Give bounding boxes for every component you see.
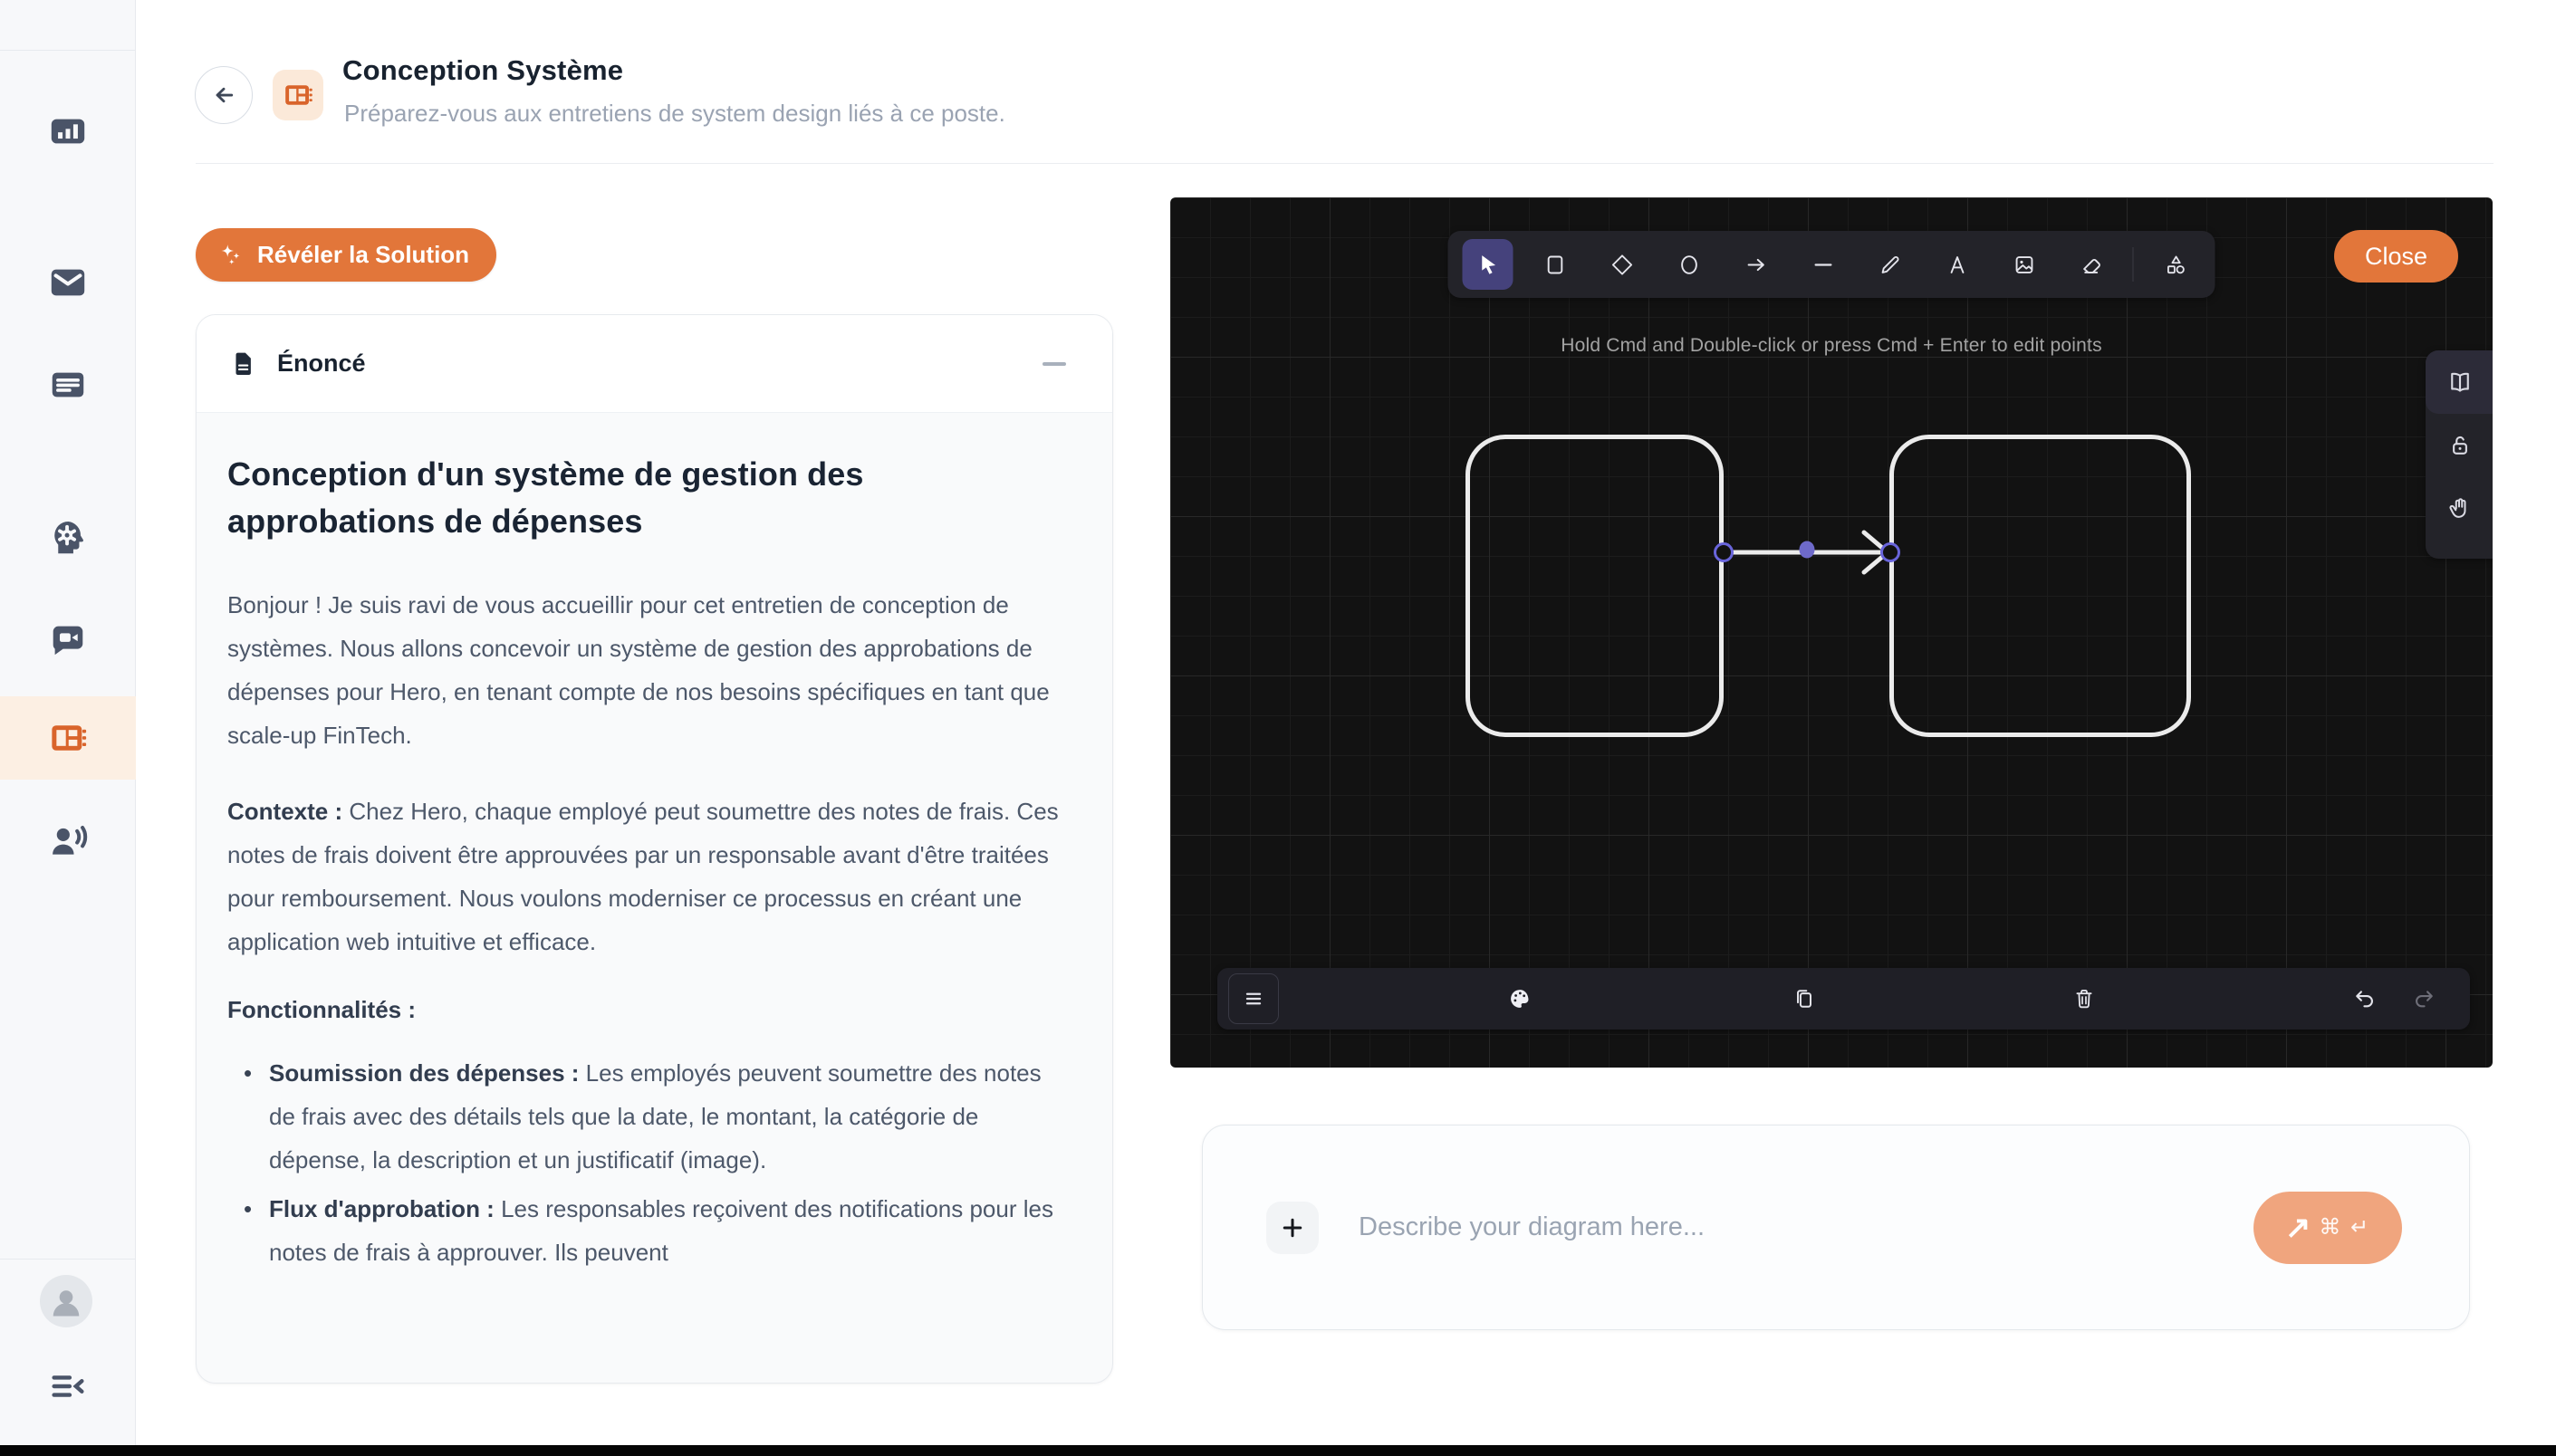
head-gear-icon: [47, 517, 89, 559]
shapes-icon: [2163, 253, 2187, 277]
tool-diamond[interactable]: [1597, 239, 1648, 290]
person-speaking-icon: [47, 820, 89, 862]
bullet-text: Les responsables reçoivent des notifications pour les notes de frais à approuver. Ils peuvent: [269, 1195, 1053, 1266]
tool-ellipse[interactable]: [1664, 239, 1715, 290]
context-text: Chez Hero, chaque employé peut soumettre des notes de frais. Ces notes de frais doivent être approuvées par un responsable avant d'être traitées pour remboursement. Nous voulons moderniser ce processus en créant une application web intuitive et efficace.: [227, 798, 1059, 955]
bullet-label: Flux d'approbation :: [269, 1195, 495, 1222]
sidebar-item-mail[interactable]: [0, 241, 136, 324]
diagram-prompt-input[interactable]: [1359, 1212, 2214, 1242]
send-prompt-button[interactable]: [2253, 1192, 2402, 1264]
tool-image[interactable]: [1999, 239, 2050, 290]
window-bottom-edge: [0, 1445, 2556, 1456]
diagram-canvas[interactable]: [1170, 197, 2493, 1068]
page-subtitle: Préparez-vous aux entretiens de system design liés à ce poste.: [344, 100, 1005, 127]
module-icon-badge: [273, 70, 323, 120]
sidebar-item-speaking-practice[interactable]: [0, 800, 136, 883]
sidebar-item-video-interview[interactable]: [0, 599, 136, 682]
video-chat-icon: [47, 619, 89, 661]
sidebar: [0, 0, 136, 1445]
unlock-icon: [2446, 432, 2474, 459]
tool-line[interactable]: [1798, 239, 1849, 290]
redo-icon: [2411, 986, 2436, 1011]
diagram-node-left[interactable]: [1465, 435, 1724, 737]
statement-heading: Conception d'un système de gestion des approbations de dépenses: [227, 455, 864, 540]
document-lines-icon: [47, 364, 89, 406]
context-label: Contexte :: [227, 798, 343, 825]
diamond-icon: [1610, 253, 1634, 277]
line-icon: [1811, 253, 1835, 277]
lock-button[interactable]: [2426, 414, 2493, 477]
delete-button[interactable]: [2059, 973, 2109, 1024]
sidebar-logo-area: [0, 0, 135, 51]
avatar[interactable]: [40, 1275, 92, 1327]
send-arrow-icon: ↗: [2284, 1210, 2311, 1245]
rectangle-icon: [1542, 253, 1567, 277]
tool-shapes[interactable]: [2150, 239, 2201, 290]
back-button[interactable]: [195, 66, 253, 124]
features-label: Fonctionnalités :: [227, 996, 416, 1023]
sidebar-collapse-button[interactable]: [0, 1345, 136, 1428]
collapse-menu-icon: [47, 1365, 89, 1407]
canvas-side-panel: [2426, 350, 2493, 559]
hand-icon: [2446, 495, 2474, 522]
hamburger-menu-icon: [1241, 986, 1266, 1011]
document-icon: [229, 350, 257, 378]
bullet-label: Soumission des dépenses :: [269, 1059, 580, 1087]
sparkles-icon: [217, 242, 245, 269]
collapse-statement-button[interactable]: [1036, 346, 1072, 382]
eraser-icon: [2079, 253, 2103, 277]
system-design-icon: [282, 79, 314, 111]
redo-button[interactable]: [2398, 973, 2449, 1024]
person-icon: [46, 1281, 86, 1321]
canvas-bottom-toolbar: [1217, 968, 2470, 1030]
system-design-icon: [47, 717, 89, 759]
mail-icon: [47, 262, 89, 303]
tool-text[interactable]: [1932, 239, 1983, 290]
cursor-icon: [1475, 253, 1500, 277]
drawing-toolbar: [1448, 231, 2215, 298]
trash-icon: [2071, 986, 2097, 1011]
palette-icon: [1507, 986, 1533, 1011]
statement-intro: Bonjour ! Je suis ravi de vous accueillir pour cet entretien de conception de systèmes. Nous allons concevoir un système de gestion des approbations de dépenses pour Hero, en tenant compte de nos besoins spécifiques en tant que scale-up FinTech.: [227, 591, 1050, 749]
hand-tool-button[interactable]: [2426, 477, 2493, 541]
tool-draw[interactable]: [1865, 239, 1916, 290]
sidebar-item-system-design[interactable]: [0, 696, 136, 780]
copy-icon: [1792, 986, 1817, 1011]
text-icon: [1945, 253, 1969, 277]
tool-arrow[interactable]: [1731, 239, 1782, 290]
statement-title: Énoncé: [277, 350, 366, 377]
palette-button[interactable]: [1494, 973, 1545, 1024]
sidebar-divider: [0, 1259, 136, 1260]
statement-card: [196, 314, 1113, 1384]
toolbar-separator: [2133, 247, 2134, 282]
cmd-enter-shortcut: ⌘ ↵: [2319, 1215, 2371, 1240]
image-icon: [2012, 253, 2036, 277]
close-canvas-button[interactable]: Close: [2334, 230, 2458, 283]
list-item: [244, 1187, 1071, 1274]
book-icon: [2446, 369, 2474, 396]
diagram-connector-arrow[interactable]: [1710, 520, 1906, 585]
plus-icon: [1279, 1214, 1306, 1241]
arrow-left-icon: [210, 81, 237, 109]
diagram-node-right[interactable]: [1889, 435, 2191, 737]
list-item: [244, 1051, 1071, 1182]
bar-chart-icon: [47, 110, 89, 152]
connector-midpoint[interactable]: [1800, 541, 1815, 559]
duplicate-button[interactable]: [1779, 973, 1830, 1024]
undo-icon: [2352, 986, 2378, 1011]
connector-endpoint-start[interactable]: [1715, 544, 1733, 561]
tool-eraser[interactable]: [2066, 239, 2117, 290]
statement-context: [227, 790, 1071, 963]
sidebar-item-analytics[interactable]: [0, 90, 136, 173]
tool-selection[interactable]: [1463, 239, 1513, 290]
header-divider: [196, 163, 2494, 164]
add-attachment-button[interactable]: [1266, 1202, 1319, 1254]
ellipse-icon: [1677, 253, 1701, 277]
sidebar-item-notes[interactable]: [0, 343, 136, 426]
pencil-icon: [1878, 253, 1902, 277]
library-button[interactable]: [2426, 350, 2493, 414]
reveal-solution-label: Révéler la Solution: [257, 241, 470, 268]
canvas-hint-text: Hold Cmd and Double-click or press Cmd + Enter to edit points: [1561, 335, 2102, 356]
undo-button[interactable]: [2340, 973, 2390, 1024]
features-list: [227, 1051, 1071, 1274]
sidebar-item-ai-practice[interactable]: [0, 496, 136, 580]
minus-icon: [1043, 362, 1066, 366]
statement-body: [197, 413, 1112, 1274]
canvas-menu-button[interactable]: [1228, 973, 1279, 1024]
diagram-prompt-bar: [1202, 1125, 2470, 1330]
statement-card-header: [197, 315, 1112, 413]
connector-endpoint-end[interactable]: [1882, 544, 1899, 561]
reveal-solution-button[interactable]: [196, 228, 496, 282]
bullet-text: Les employés peuvent soumettre des notes de frais avec des détails tels que la date, le montant, la catégorie de dépense, la description et un justificatif (image).: [269, 1059, 1042, 1173]
tool-rectangle[interactable]: [1530, 239, 1581, 290]
arrow-right-icon: [1744, 253, 1768, 277]
page-title: Conception Système: [342, 54, 624, 86]
